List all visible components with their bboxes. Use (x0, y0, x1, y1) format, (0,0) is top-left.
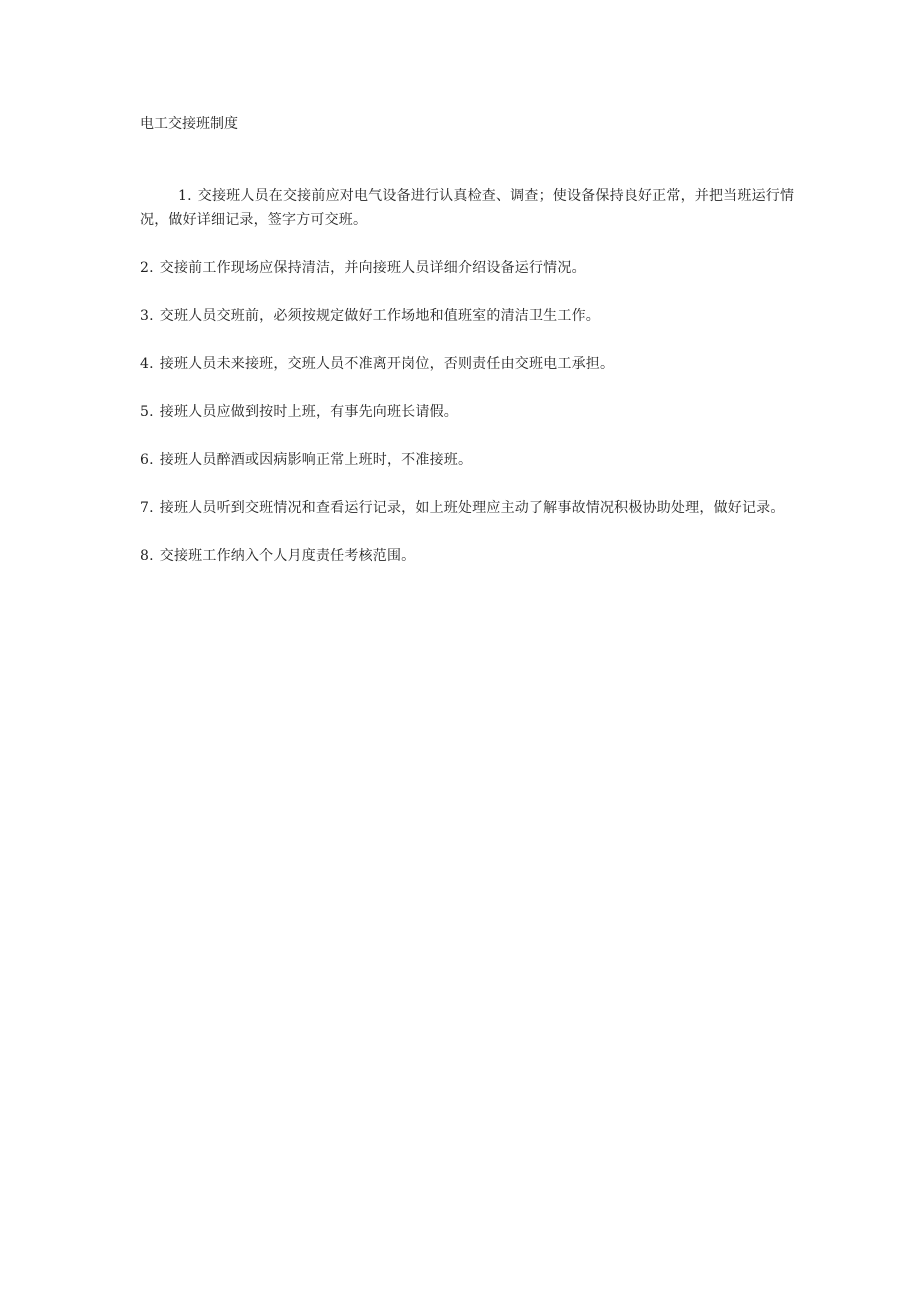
rule-item-6 (140, 448, 795, 472)
rule-number: 7. (140, 500, 154, 516)
rule-item-5 (140, 400, 795, 424)
rule-item-8 (140, 544, 795, 568)
rule-text: 交接班人员在交接前应对电气设备进行认真检查、调查；使设备保持良好正常，并把当班运行情况，做好详细记录，签字方可交班。 (140, 188, 795, 228)
rule-number: 4. (140, 356, 154, 372)
rule-number: 2. (140, 260, 154, 276)
rule-number: 8. (140, 548, 154, 564)
rule-text: 接班人员醉酒或因病影响正常上班时，不准接班。 (159, 452, 473, 468)
rule-text: 接班人员未来接班，交班人员不准离开岗位，否则责任由交班电工承担。 (159, 356, 615, 372)
rule-text: 接班人员听到交班情况和查看运行记录，如上班处理应主动了解事故情况积极协助处理，做好记录。 (159, 500, 785, 516)
rule-item-4 (140, 352, 795, 376)
rule-text: 交班人员交班前，必须按规定做好工作场地和值班室的清洁卫生工作。 (159, 308, 600, 324)
document-title: 电工交接班制度 (140, 116, 238, 132)
rule-text: 交接前工作现场应保持清洁，并向接班人员详细介绍设备运行情况。 (159, 260, 586, 276)
rules-list (140, 184, 795, 592)
rule-text: 交接班工作纳入个人月度责任考核范围。 (159, 548, 416, 564)
rule-item-3 (140, 304, 795, 328)
rule-number: 6. (140, 452, 154, 468)
rule-item-2 (140, 256, 795, 280)
rule-item-1 (140, 184, 795, 232)
rule-item-7 (140, 496, 795, 520)
rule-number: 1. (178, 188, 192, 204)
rule-number: 5. (140, 404, 154, 420)
rule-number: 3. (140, 308, 154, 324)
rule-text: 接班人员应做到按时上班，有事先向班长请假。 (159, 404, 458, 420)
